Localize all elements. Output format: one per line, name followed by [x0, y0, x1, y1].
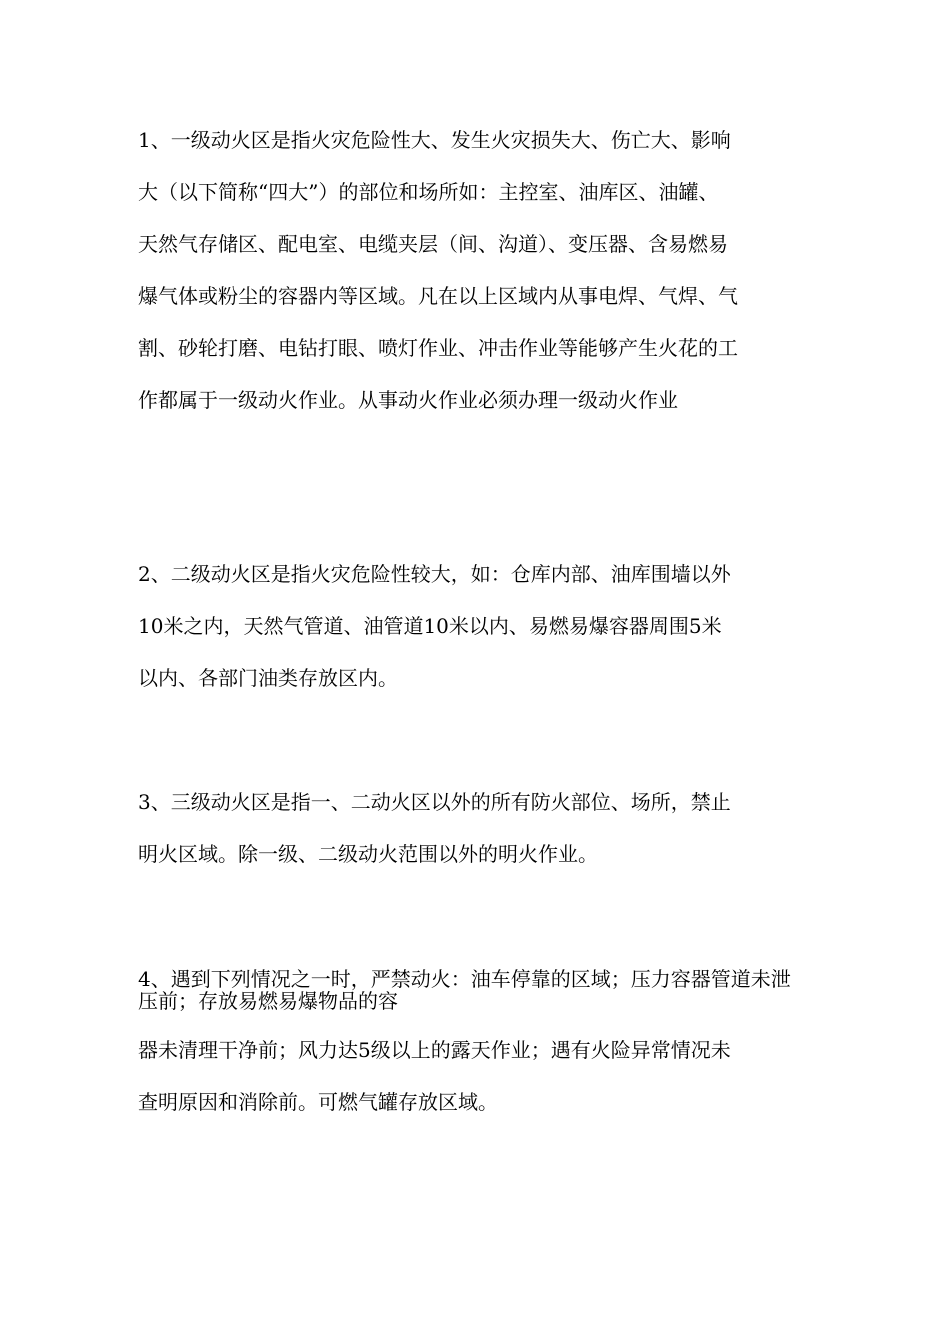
paragraph-line: 明火区域。除一级、二级动火范围以外的明火作业。 — [138, 842, 598, 866]
paragraph-line: 4、遇到下列情况之一时，严禁动火：油车停靠的区域；压力容器管道未泄压前；存放易燃易爆物品的容 — [138, 967, 791, 1013]
paragraph-line: 割、砂轮打磨、电钻打眼、喷灯作业、冲击作业等能够产生火花的工 — [138, 336, 738, 360]
paragraph-1 — [138, 114, 810, 426]
paragraph-2 — [138, 548, 810, 704]
paragraph-line: 天然气存储区、配电室、电缆夹层（间、沟道）、变压器、含易燃易 — [138, 232, 728, 256]
paragraph-line: 爆气体或粉尘的容器内等区域。凡在以上区域内从事电焊、气焊、气 — [138, 284, 738, 308]
paragraph-line: 查明原因和消除前。可燃气罐存放区域。 — [138, 1090, 498, 1114]
paragraph-line: 以内、各部门油类存放区内。 — [138, 666, 398, 690]
paragraph-line: 大（以下简称“四大”）的部位和场所如：主控室、油库区、油罐、 — [138, 180, 719, 204]
paragraph-line: 器未清理干净前；风力达5级以上的露天作业；遇有火险异常情况未 — [138, 1038, 731, 1062]
paragraph-3 — [138, 776, 810, 880]
paragraph-line: 2、二级动火区是指火灾危险性较大，如：仓库内部、油库围墙以外 — [138, 562, 731, 586]
paragraph-line: 10米之内，天然气管道、油管道10米以内、易燃易爆容器周围5米 — [138, 614, 722, 638]
paragraph-4 — [138, 968, 810, 1128]
paragraph-line: 1、一级动火区是指火灾危险性大、发生火灾损失大、伤亡大、影响 — [138, 128, 731, 152]
paragraph-line: 作都属于一级动火作业。从事动火作业必须办理一级动火作业 — [138, 388, 678, 412]
paragraph-line: 3、三级动火区是指一、二动火区以外的所有防火部位、场所，禁止 — [138, 790, 731, 814]
